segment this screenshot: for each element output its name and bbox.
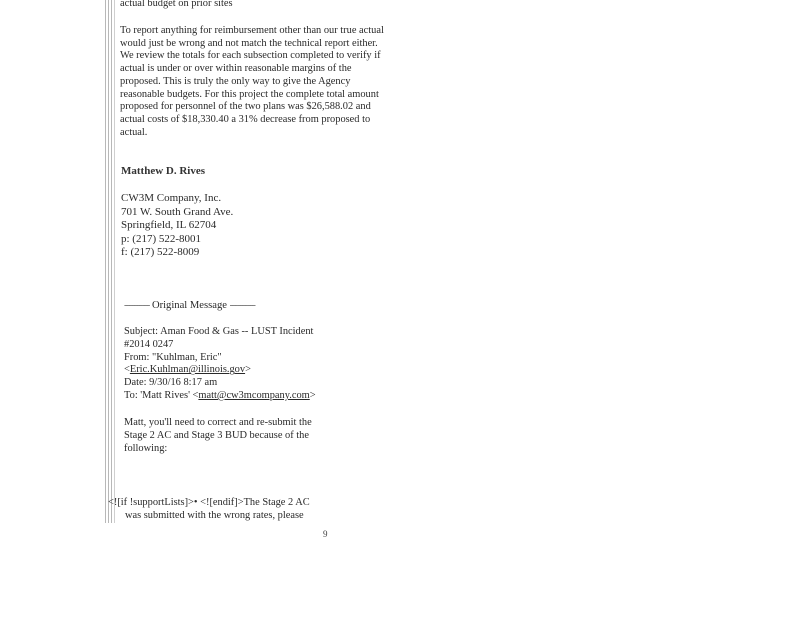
- to-email-link[interactable]: matt@cw3mcompany.com: [198, 389, 310, 401]
- from-line: From: "Kuhlman, Eric": [124, 351, 222, 363]
- quote-bar: [105, 0, 106, 523]
- subject-line-continued: #2014 0247: [124, 338, 174, 350]
- email-bracket-close: >: [245, 364, 251, 376]
- signature-block: [121, 192, 233, 260]
- top-line-text: actual budget on prior sites: [120, 0, 233, 9]
- original-message-body: [124, 417, 312, 455]
- body-line: Stage 2 AC and Stage 3 BUD because of the: [124, 429, 309, 441]
- address-line-2: Springfield, IL 62704: [121, 219, 217, 232]
- page-number: 9: [323, 529, 328, 539]
- header-dashes-right: ----------: [229, 300, 255, 311]
- from-email-link[interactable]: Eric.Kuhlman@illinois.gov: [129, 364, 246, 376]
- address-line-1: 701 W. South Grand Ave.: [121, 205, 234, 218]
- subject-line: Subject: Aman Food & Gas -- LUST Incident: [124, 326, 314, 337]
- signature-name: Matthew D. Rives: [121, 165, 206, 177]
- quote-bar: [111, 0, 112, 523]
- phone-number: p: (217) 522-8001: [121, 232, 202, 245]
- original-message-headers: [124, 326, 316, 403]
- to-prefix: To: 'Matt Rives' <: [124, 389, 199, 401]
- header-label: Original Message: [151, 300, 227, 311]
- company-name: CW3M Company, Inc.: [121, 192, 222, 204]
- fax-number: f: (217) 522-8009: [121, 246, 200, 259]
- body-line: following:: [124, 442, 168, 454]
- to-line: [124, 390, 316, 403]
- quote-bar: [114, 0, 115, 523]
- date-line: Date: 9/30/16 8:17 am: [124, 377, 218, 389]
- conditional-comment-line: <![if !supportLists]>• <![endif]>The Stage 2 AC: [108, 497, 310, 508]
- original-message-header: [124, 300, 255, 311]
- quote-bar: [108, 0, 109, 523]
- header-dashes-left: ----------: [124, 300, 150, 311]
- email-bracket-close: >: [309, 389, 316, 401]
- reimbursement-paragraph: To report anything for reimbursement other than our true actual would just be wrong and not match the technical report either. We review the totals for each subsection completed to verify if actual is under or over within reasonable margins of the proposed. This is truly the only way to give the Agency reasonable budgets. For this project the complete total amount proposed for personnel of the two plans was $26,588.02 and actual costs of $18,330.40 a 31% decrease from proposed to actual.: [120, 25, 384, 138]
- email-bracket-open: <: [124, 364, 130, 376]
- from-email-line: [124, 364, 316, 377]
- body-line: Matt, you'll need to correct and re-submit the: [124, 417, 312, 428]
- conditional-continuation: was submitted with the wrong rates, please: [125, 510, 304, 521]
